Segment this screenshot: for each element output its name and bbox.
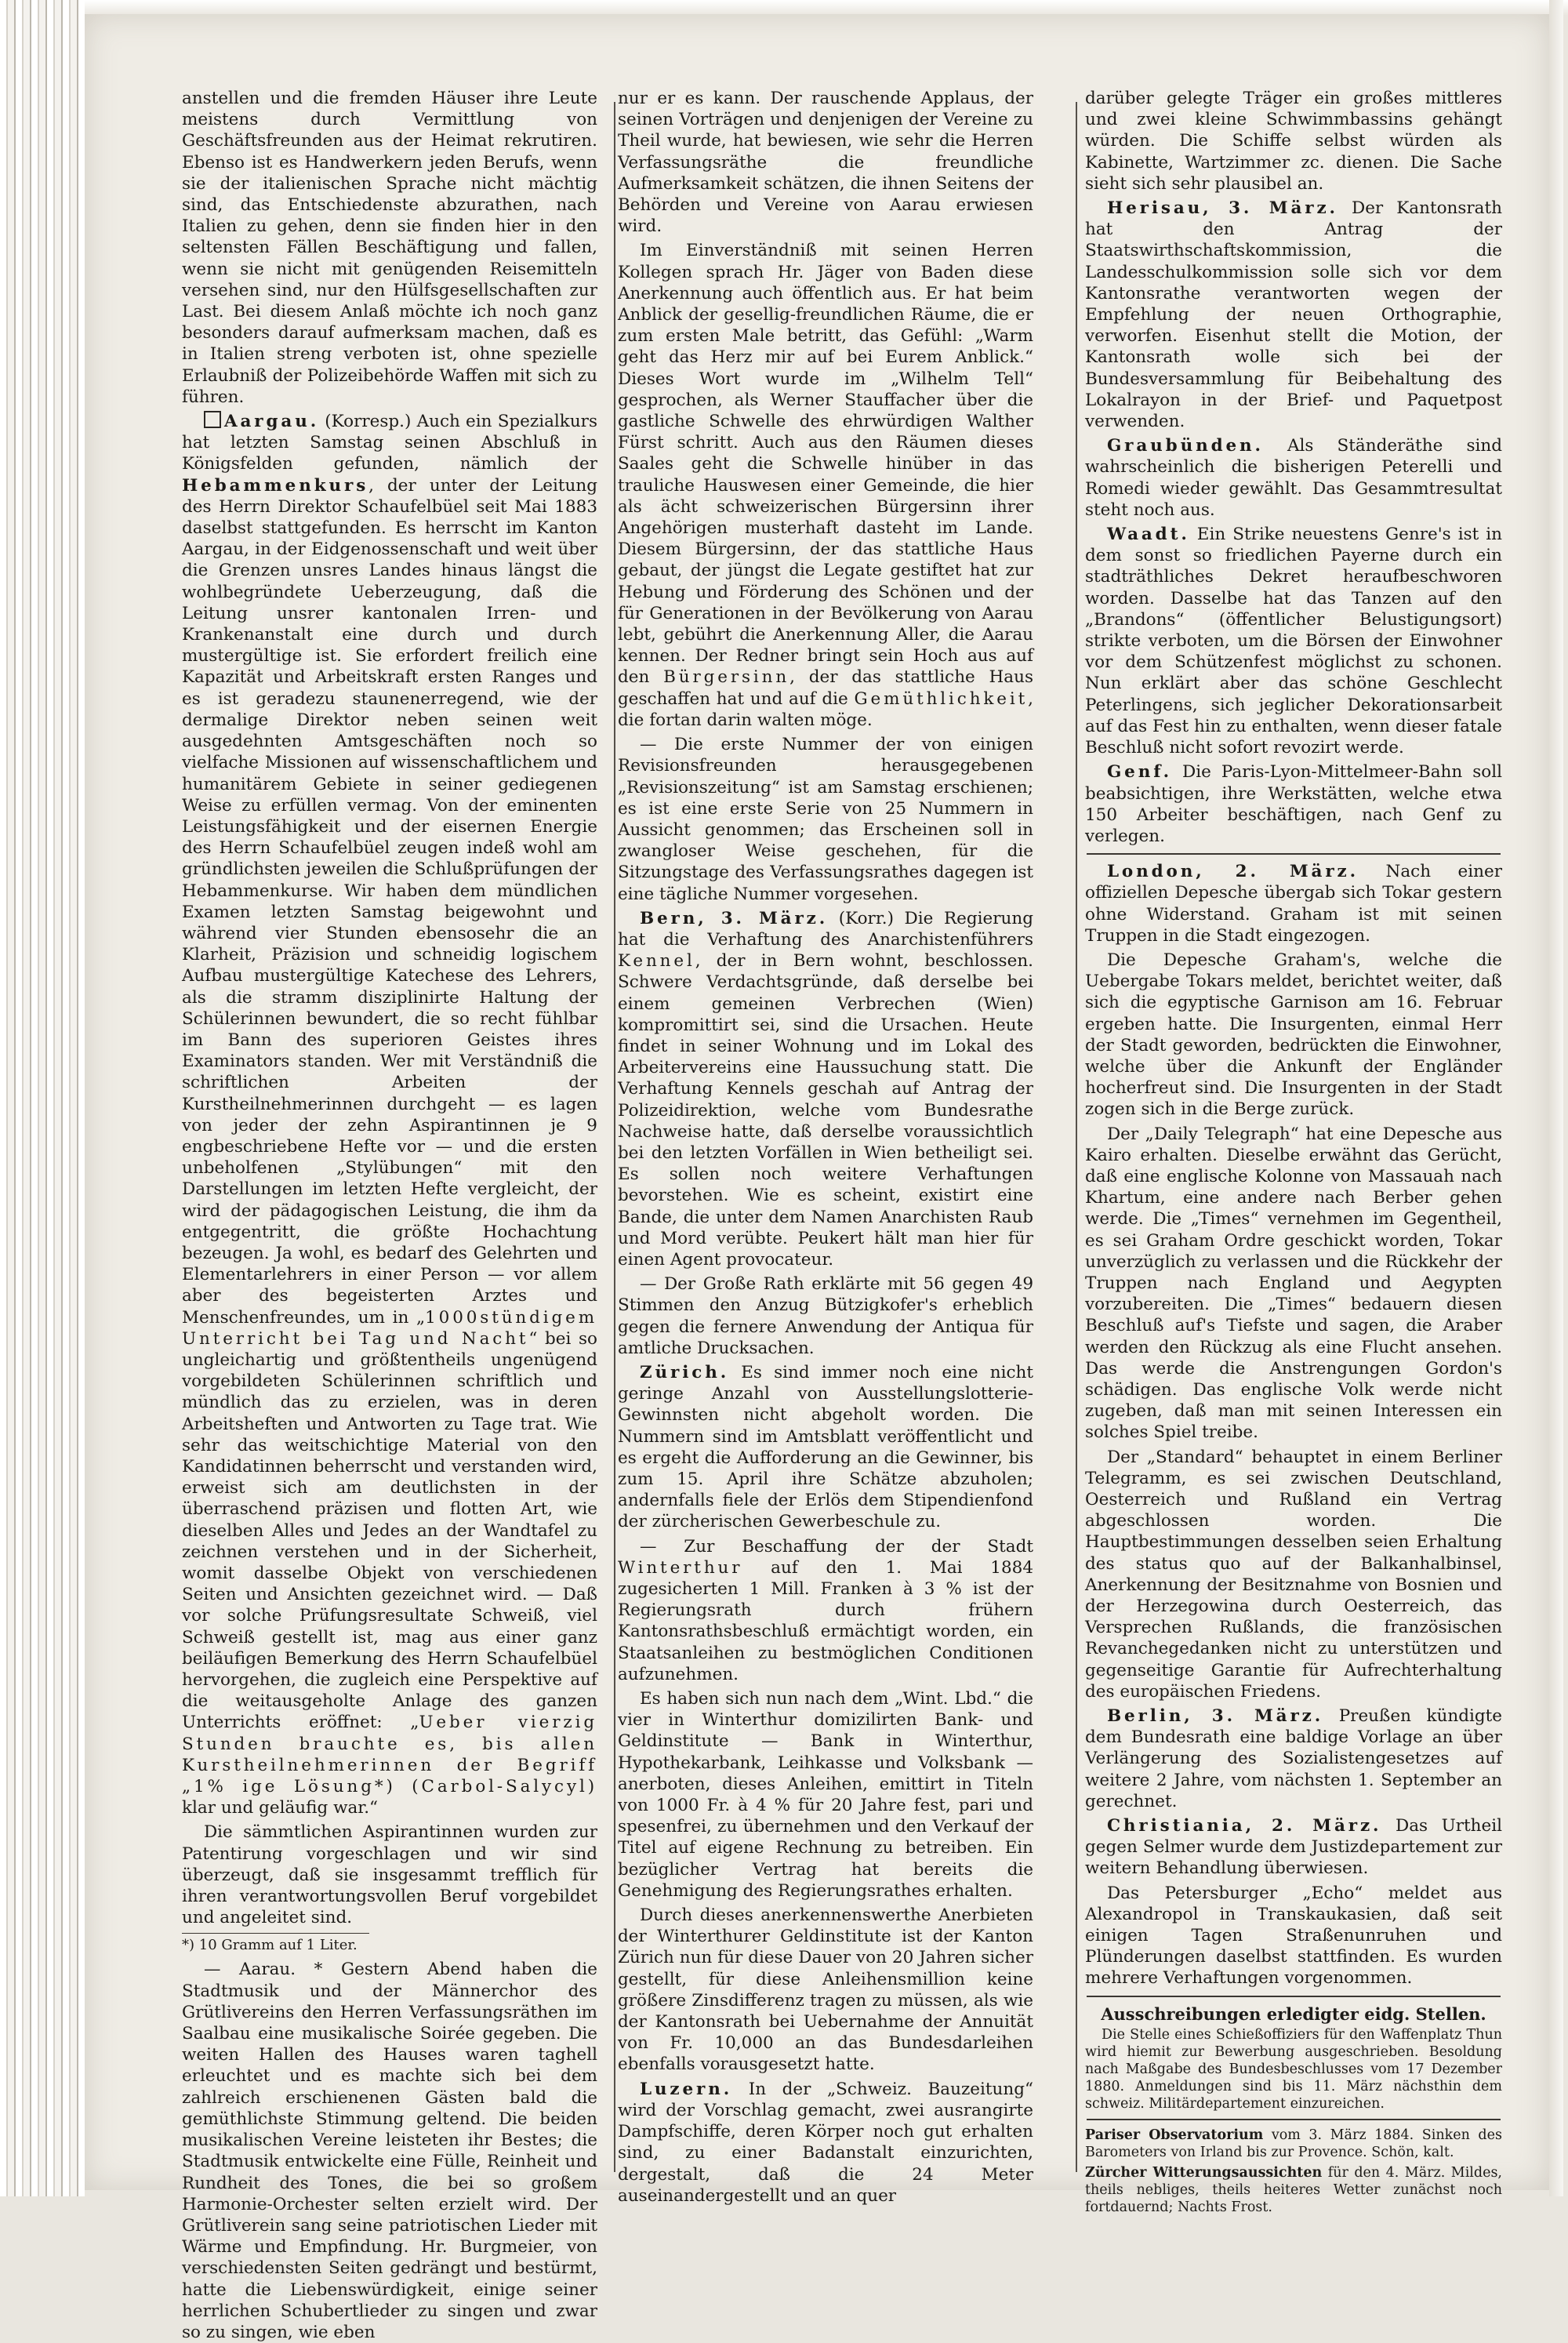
dateline-berlin: Berlin, 3. März.: [1106, 1706, 1324, 1727]
article-genf: Genf. Die Paris-Lyon-Mittelmeer-Bahn soll beabsichtigen, ihre Werkstätten, welche etwa 150 Arbeiter beschäftigen, nach Genf zu verlegen.: [1085, 762, 1502, 846]
article-zuerich: Zürich. Es sind immer noch eine nicht geringe Anzahl von Ausstellungslotterie-Gewinnsten nicht abgeholt worden. Die Nummern sind im Amtsblatt veröffentlicht und es ergeht die Aufforderung an die Gewinner, bis zum 15. April ihre Schätze abzuholen; andernfalls fiele der Erlös dem Stipendienfond der zürcherischen Gewerbeschule zu.: [618, 1362, 1033, 1532]
keyword-gemuethlichkeit: Gemüthlichkeit: [854, 688, 1029, 709]
column-1: [182, 88, 597, 2342]
article-aargau-patent: Die sämmtlichen Aspirantinnen wurden zur Patentirung vorgeschlagen und wir sind überzeugt, daß sie insgesammt trefflich für ihren verantwortungsvollen Beruf vorgebildet und angeleitet sind.: [182, 1822, 597, 1928]
notice-observatorium: Pariser Observatorium vom 3. März 1884. Sinken des Barometers von Irland bis zur Provence. Schön, kalt.: [1085, 2127, 1502, 2160]
article-jaeger-speech: Im Einverständniß mit seinen Herren Kollegen sprach Hr. Jäger von Baden diese Anerkennung auch öffentlich aus. Er hat beim Anblick der gesellig-freundlichen Räume, die er zum ersten Male betritt, das Gefühl: „Warm geht das Herz mir auf bei Eurem Anblick.“ Dieses Wort wurde im „Wilhelm Tell“ gesprochen, als Werner Stauffacher über die gastliche Schwelle des ehrwürdigen Walther Fürst schritt. Auch aus den Räumen dieses Saales geht die Schwelle hinüber in das trauliche Hauswesen einer Gemeinde, die hier als ächt schweizerischen Bürgersinn ihrer Angehörigen musterhaft dasteht im Lande. Diesem Bürgersinn, der das stattliche Haus gebaut, der jüngst die Legate gestiftet hat zur Hebung und Förderung des Schönen und der für Generationen in der Bevölkerung von Aarau lebt, gebührt die Anerkennung Aller, die Aarau kennen. Der Redner bringt sein Hoch aus auf den Bürgersinn, der das stattliche Haus geschaffen hat und auf die Gemüthlichkeit, die fortan darin walten möge.: [618, 241, 1034, 730]
article-berlin: Berlin, 3. März. Preußen kündigte dem Bundesrath eine baldige Vorlage an über Verlängerung des Sozialistengesetzes auf weitere 2 Jahre, vom nächsten 1. September an gerechnet.: [1085, 1706, 1503, 1811]
article-aarau-soiree: — Aarau. * Gestern Abend haben die Stadtmusik und der Männerchor des Grütlivereins den Herren Verfassungsräthen im Saalbau eine musikalische Soirée gegeben. Die weiten Hallen des Hauses waren taghell erleuchtet und es machte sich bei dem zahlreich erschienenen Gästen bald die gemüthlichste Stimmung geltend. Die beiden musikalischen Vereine leisteten ihr Bestes; die Stadtmusik entwickelte eine Fülle, Reinheit und Rundheit des Tones, die bei so großem Harmonie-Orchester selten erzielt wird. Der Grütliverein sang seine patriotischen Lieder mit Wärme und Empfindung. Hr. Burgmeier, von verschiedensten Seiten gedrängt und bestürmt, hatte die Liebenswürdigkeit, einige seiner herrlichen Schubertlieder zu singen und zwar so zu singen, wie eben: [182, 1960, 597, 2342]
article-winterthur-banks: Es haben sich nun nach dem „Wint. Lbd.“ die vier in Winterthur domizilirten Bank- und Geldinstitute — Bank in Winterthur, Hypothekarbank, Leihkasse und Volksbank — anerboten, dieses Anleihen, emittirt in Titeln von 1000 Fr. à 4 % für 20 Jahre fest, pari und spesenfrei, zu übernehmen und den Verkauf der Titel auf eigene Rechnung zu betreiben. Ein bezüglicher Vertrag hat bereits die Genehmigung des Regierungsrathes erhalten.: [618, 1689, 1033, 1901]
column-2: [618, 88, 1034, 2206]
article-revisionszeitung: — Die erste Nummer der von einigen Revisionsfreunden herausgegebenen „Revisionszeitung“ ist am Samstag erschienen; es ist eine erste Serie von 25 Nummern in Aussicht genommen; das Erscheinen soll in zwangloser Weise geschehen, für die Sitzungstage des Verfassungsrathes dagegen ist eine tägliche Nummer vorgesehen.: [618, 735, 1033, 904]
keyword-kennel: Kennel: [618, 951, 695, 972]
dateline-aargau: Aargau.: [223, 412, 320, 432]
keyword-unterricht: 1000stündigem Unterricht bei Tag und Nacht: [182, 1307, 597, 1349]
section-divider-foreign: [1087, 853, 1501, 855]
witterung-heading: Zürcher Witterungsaussichten: [1085, 2164, 1323, 2181]
dateline-graubuenden: Graubünden.: [1106, 436, 1264, 456]
notice-title-stellen: Ausschreibungen erledigter eidg. Stellen.: [1101, 2003, 1486, 2024]
article-graubuenden: Graubünden. Als Ständeräthe sind wahrscheinlich die bisherigen Peterelli und Romedi wieder gewählt. Das Gesammtresultat steht noch aus.: [1085, 436, 1502, 520]
observatorium-heading: Pariser Observatorium: [1085, 2127, 1264, 2143]
footnote: *) 10 Gramm auf 1 Liter.: [182, 1937, 358, 1954]
keyword-buergersinn: Bürgersinn: [663, 667, 790, 688]
footnote-divider: [182, 1933, 369, 1934]
article-london-graham: Die Depesche Graham's, welche die Uebergabe Tokars meldet, berichtet weiter, daß sich die egyptische Garnison am 16. Februar ergeben hatte. Die Insurgenten, einmal Herr der Stadt geworden, bedrückten die Einwohner, welche über die Ankunft der Engländer hocherfreut sind. Die Insurgenten in der Stadt zogen sich in die Berge zurück.: [1085, 950, 1502, 1120]
dateline-london: London, 2. März.: [1106, 862, 1359, 882]
column-rule-2: [1076, 102, 1077, 2172]
quote-vierzig-stunden: Ueber vierzig Stunden brauchte es, bis allen Kurstheilnehmerinnen der Begriff „1% ige Lösung*) (Carbol-Salycyl): [182, 1713, 597, 1797]
article-london: London, 2. März. Nach einer offiziellen Depesche übergab sich Tokar gestern ohne Widerstand. Graham ist mit seinen Truppen in die Stadt eingezogen.: [1085, 862, 1503, 946]
section-divider-notices: [1087, 1996, 1501, 1997]
keyword-hebammenkurs: Hebammenkurs: [182, 475, 369, 496]
correspondent-mark-icon: [204, 411, 221, 428]
article-waadt: Waadt. Ein Strike neuestens Genre's ist in dem sonst so friedlichen Payerne durch ein stadträthliches Dekret heraufbeschworen worden. Dasselbe hat das Tanzen auf den „Brandons“ (öffentlicher Belustigungsort) strikte verboten, um die Börsen der Einwohner vor dem Schützenfest möglichst zu schonen. Nun erklärt aber das schöne Geschlecht Peterlingens, sich jeglicher Dekorationsarbeit auf das Fest hin zu enthalten, wenn dieser fatale Beschluß nicht sofort revozirt werde.: [1085, 525, 1502, 758]
scan-binding-edge: [0, 0, 85, 2196]
article-aarau-continuation: nur er es kann. Der rauschende Applaus, der seinen Vorträgen und denjenigen der Vereine zu Theil wurde, hat bewiesen, wie sehr die Herren Verfassungsräthe die freundliche Aufmerksamkeit schätzen, die ihnen Seitens der Behörden und Vereine von Aarau erwiesen wird.: [618, 89, 1033, 237]
article-aargau-hebammenkurs: Aargau. (Korresp.) Auch ein Spezialkurs hat letzten Samstag seinen Abschluß in Königsfelden gefunden, nämlich der Hebammenkurs, der unter der Leitung des Herrn Direktor Schaufelbüel seit Mai 1883 daselbst stattgefunden. Es herrscht im Kanton Aargau, in der Eidgenossenschaft und weit über die Grenzen unsres Landes hinaus längst die wohlbegründete Ueberzeugung, daß die Leitung unsrer kantonalen Irren- und Krankenanstalt eine durch und durch mustergültige ist. Sie erfordert freilich eine Kapazität und Arbeitskraft ersten Ranges und es ist geradezu staunenerregend, wie der dermalige Direktor neben seinen weit ausgedehnten Amtsgeschäften noch so vielfache Missionen auf wissenschaftlichem und humanitärem Gebiete in seiner gediegenen Weise zu erfüllen vermag. Von der eminenten Leistungsfähigkeit und der eisernen Energie des Herrn Schaufelbüel zeugen indeß wohl am gründlichsten jeweilen die Schlußprüfungen der Hebammenkurse. Wir haben dem mündlichen Examen letzten Samstag beigewohnt und während vier Stunden ebensosehr die an Klarheit, Präzision und schneidig logischem Aufbau mustergültige Katechese des Lehrers, als die stramm disziplinirte Haltung der Schülerinnen bewundert, die so recht fühlbar im Bann des superioren Geistes ihres Examinators standen. Wer mit Verständniß die schriftlichen Arbeiten der Kurstheilnehmerinnen durchgeht — es lagen von jeder der zehn Aspirantinnen je 9 engbeschriebene Hefte vor — und die ersten unbeholfenen „Stylübungen“ mit den Darstellungen im letzten Hefte vergleicht, der wird der pädagogischen Leistung, die ihm da entgegentritt, die größte Hochachtung bezeugen. Ja wohl, es bedarf des Gelehrten und Elementarlehrers in einer Person — vor allem aber des begeisterten Arztes und Menschenfreundes, um in „1000stündigem Unterricht bei Tag und Nacht“ bei so ungleichartig und größtentheils ungenügend vorgebildeten Schülerinnen schriftlich und mündlich das zu erzielen, was in deren Arbeitsheften und Antworten zu Tage trat. Wie sehr das weitschichtige Material von den Kandidatinnen beherrscht und verstanden wird, erweist sich am deutlichsten in der überraschend präzisen und flotten Art, wie dieselben Alles und Jedes an der Wandtafel zu zeichnen verstehen und in der Sicherheit, womit dasselbe Objekt von verschiedenen Seiten und Ansichten gezeichnet wird. — Daß vor solche Prüfungsresultate Schweiß, viel Schweiß gestellt ist, mag aus einer ganz beiläufigen Bemerkung des Herrn Schaufelbüel hervorgehen, die zugleich eine Perspektive auf die weitausgeholte Anlage des ganzen Unterrichts eröffnet: „Ueber vierzig Stunden brauchte es, bis allen Kurstheilnehmerinnen der Begriff „1% ige Lösung*) (Carbol-Salycyl) klar und geläufig war.“: [182, 412, 597, 1818]
article-petersburg: Das Petersburger „Echo“ meldet aus Alexandropol in Transkaukasien, daß seit einigen Tagen Straßenunruhen und Plünderungen daselbst stattfinden. Es wurden mehrere Verhaftungen vorgenommen.: [1085, 1883, 1502, 1989]
article-london-telegraph: Der „Daily Telegraph“ hat eine Depesche aus Kairo erhalten. Dieselbe erwähnt das Gerücht, daß eine englische Kolonne von Massauah nach Khartum, eine andere nach Berber gehen werde. Die „Times“ vernehmen im Gegentheil, es sei Graham Ordre geschickt worden, Tokar unverzüglich zu verlassen und die Rückkehr der Truppen nach England und Aegypten vorzubereiten. Die „Times“ bedauern diesen Beschluß auf's Tiefste und sagen, die Araber werden den Rückzug als eine Flucht ansehen. Das werde die Anstrengungen Gordon's schädigen. Das englische Volk werde nicht zugeben, daß man mit seinen Interessen ein solches Spiel treibe.: [1085, 1124, 1502, 1443]
dateline-genf: Genf.: [1106, 762, 1172, 783]
column-3: [1085, 88, 1503, 2215]
article-luzern: Luzern. In der „Schweiz. Bauzeitung“ wird der Vorschlag gemacht, zwei ausrangirte Dampfschiffe, deren Körper noch gut erhalten sind, zu einer Badanstalt einzurichten, dergestalt, daß die 24 Meter auseinandergestellt und an quer: [618, 2079, 1033, 2206]
notice-stellen-text: Die Stelle eines Schießoffiziers für den Waffenplatz Thun wird hiemit zur Bewerbung ausgeschrieben. Besoldung nach Maßgabe des Bundesbeschlusses vom 17 Dezember 1880. Anmeldungen sind bis 11. März nächsthin dem schweiz. Militärdepartement einzureichen.: [1085, 2026, 1502, 2112]
article-herisau: Herisau, 3. März. Der Kantonsrath hat den Antrag der Staatswirthschaftskommission, die Landesschulkommission solle sich vor dem Kantonsrathe verantworten wegen der Empfehlung der neuen Orthographie, verworfen. Eisenhut stellt die Motion, der Kantonsrath wolle sich bei der Bundesversammlung für Beibehaltung des Lokalrayon in der Brief- und Paquetpost verwenden.: [1085, 198, 1502, 432]
dateline-zuerich: Zürich.: [639, 1362, 730, 1382]
article-christiania: Christiania, 2. März. Das Urtheil gegen Selmer wurde dem Justizdepartement zur weitern Behandlung überwiesen.: [1085, 1816, 1502, 1879]
article-luzern-continuation: darüber gelegte Träger ein großes mittleres und zwei kleine Schwimmbassins gehängt würden. Die Schiffe selbst würden als Kabinette, Wartzimmer zc. dienen. Die Sache sieht sich sehr plausibel an.: [1085, 89, 1502, 194]
article-intro-continuation: anstellen und die fremden Häuser ihre Leute meistens durch Vermittlung von Geschäftsfreunden aus der Heimat rekrutiren. Ebenso ist es Handwerkern jeden Berufs, wenn sie der italienischen Sprache nicht mächtig sind, das Entschiedenste abzurathen, nach Italien zu gehen, denn sie finden hier in den seltensten Fällen Beschäftigung und fallen, wenn sie nicht mit genügenden Reisemitteln versehen sind, nur den Hülfsgesellschaften zur Last. Bei diesem Anlaß möchte ich noch ganz besonders darauf aufmerksam machen, daß es in Italien streng verboten ist, ohne spezielle Erlaubniß der Polizeibehörde Waffen mit sich zu führen.: [182, 89, 597, 407]
dateline-christiania: Christiania, 2. März.: [1106, 1816, 1382, 1836]
dateline-waadt: Waadt.: [1106, 525, 1190, 545]
keyword-winterthur: Winterthur: [618, 1557, 743, 1578]
scan-top-edge: [0, 0, 1568, 16]
article-london-standard: Der „Standard“ behauptet in einem Berliner Telegramm, es sei zwischen Deutschland, Oesterreich und Rußland ein Vertrag abgeschlossen worden. Die Hauptbestimmungen desselben seien Erhaltung des status quo auf der Balkanhalbinsel, Anerkennung der Besitznahme von Bosnien und der Herzegowina durch Oesterreich, das Versprechen Rußlands, die französischen Revanchegedanken nicht zu unterstützen und gegenseitige Garantie für Aufrechterhaltung des europäischen Friedens.: [1085, 1447, 1502, 1702]
article-winterthur-offer: Durch dieses anerkennenswerthe Anerbieten der Winterthurer Geldinstitute ist der Kanton Zürich nun für diese Dauer von 20 Jahren sicher gestellt, für diese Anleihensmillion keine größere Zinsdifferenz tragen zu müssen, als wie der Kantonsrath bei Uebernahme der Annuität von Fr. 10,000 an das Bundesdarleihen ebenfalls vorausgesetzt hatte.: [618, 1905, 1033, 2075]
dateline-bern: Bern, 3. März.: [639, 908, 829, 928]
article-winterthur: — Zur Beschaffung der der Stadt Winterthur auf den 1. Mai 1884 zugesicherten 1 Mill. Franken à 3 % ist der Regierungsrath durch frühern Kantonsrathsbeschluß ermächtigt worden, ein Staatsanleihen zu bestmöglichen Conditionen aufzunehmen.: [618, 1536, 1033, 1684]
article-grosse-rath: — Der Große Rath erklärte mit 56 gegen 49 Stimmen den Anzug Bützigkofer's erheblich gegen die fernere Anwendung der Antiqua für amtliche Drucksachen.: [618, 1274, 1033, 1358]
notice-witterung: Zürcher Witterungsaussichten für den 4. März. Mildes, theils nebliges, theils heiteres Wetter zunächst noch fortdauernd; Nachts Frost.: [1085, 2164, 1502, 2215]
article-bern: Bern, 3. März. (Korr.) Die Regierung hat die Verhaftung des Anarchistenführers Kennel, der in Bern wohnt, beschlossen. Schwere Verdachtsgründe, daß derselbe bei einem gemeinen Verbrechen (Wien) kompromittirt sei, sind die Ursachen. Heute findet in seiner Wohnung und im Lokal des Arbeitervereins eine Haussuchung statt. Die Verhaftung Kennels geschah auf Antrag der Polizeidirektion, welche vom Bundesrathe Nachweise hatte, daß derselbe voraussichtlich bei den letzten Vorfällen in Wien betheiligt sei. Es sollen noch weitere Verhaftungen bevorstehen. Wie es scheint, existirt eine Bande, die unter dem Namen Anarchisten Raub und Mord verübte. Peukert hält man hier für einen Agent provocateur.: [618, 908, 1033, 1270]
dateline-luzern: Luzern.: [639, 2079, 733, 2099]
dateline-herisau: Herisau, 3. März.: [1106, 198, 1338, 219]
scan-right-edge: [1549, 0, 1563, 2196]
column-rule-1: [614, 102, 615, 2172]
section-divider-weather: [1087, 2119, 1501, 2120]
